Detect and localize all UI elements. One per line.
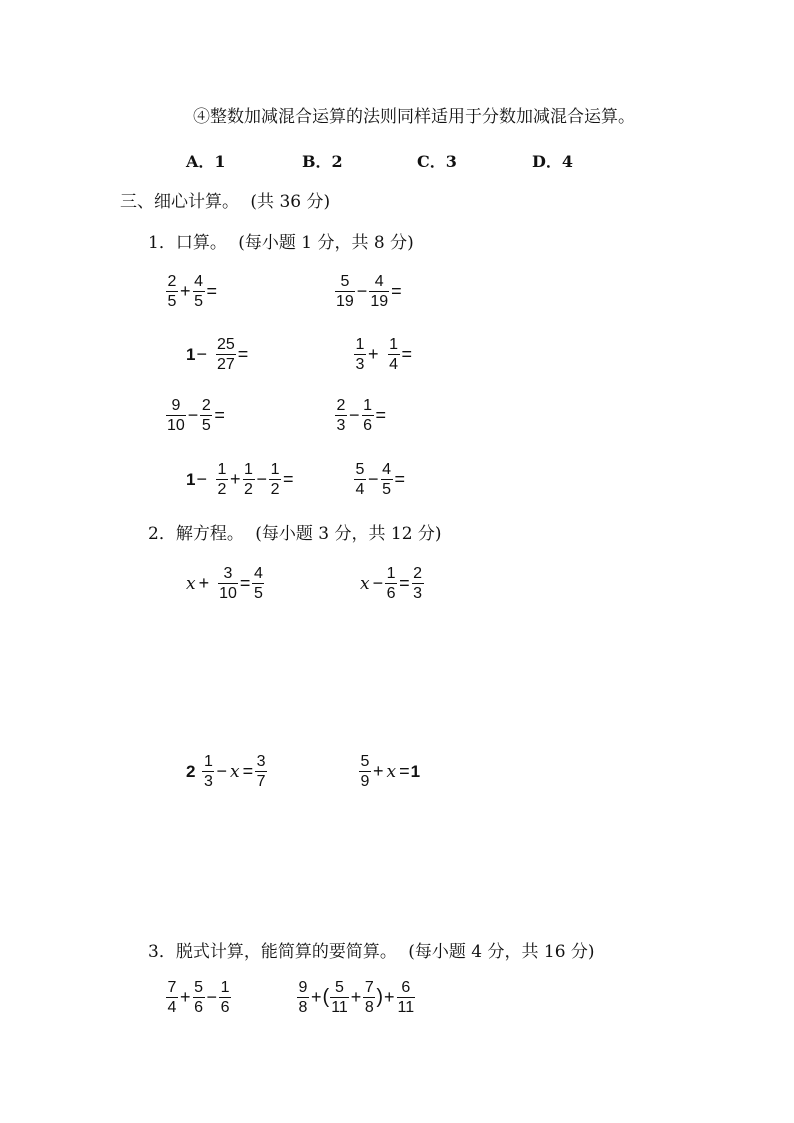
option-d[interactable]: D．4 (532, 152, 574, 171)
q1-heading (148, 232, 414, 254)
fraction: $\frac{7}{4}$ (167, 979, 177, 1016)
fraction: $\frac{5}{11}$ (331, 979, 348, 1016)
fraction: $\frac{1}{6}$ (386, 565, 396, 602)
fraction: $\frac{5}{4}$ (355, 461, 365, 498)
q3-score: (每小题 4 分，共 16 分) (408, 942, 595, 962)
fraction: $\frac{2}{5}$ (167, 273, 177, 310)
calc-problem-1: $\frac{7}{4}$ + $\frac{5}{6}$ − $\frac{1}{6}$ (167, 979, 230, 1016)
fraction: $\frac{6}{11}$ (397, 979, 415, 1016)
fraction: $\frac{1}{4}$ (389, 336, 398, 373)
oral-problem-6: $\frac{2}{3}$ − $\frac{1}{6}$ = (336, 397, 387, 434)
calc-problem-2: $\frac{9}{8}$ + ( $\frac{5}{11}$ + $\frac{7}{8}$ ) + $\frac{6}{11}$ (298, 979, 415, 1016)
equation-3: 2 $\frac{1}{3}$ − x = $\frac{3}{7}$ (186, 753, 266, 790)
oral-problem-3: 1 − $\frac{25}{27}$ = (186, 336, 249, 373)
fraction: $\frac{4}{5}$ (253, 565, 263, 602)
fraction: $\frac{1}{6}$ (220, 979, 230, 1016)
equation-1: x + $\frac{3}{10}$ = $\frac{4}{5}$ (186, 565, 263, 602)
equation-2: x − $\frac{1}{6}$ = $\frac{2}{3}$ (360, 565, 423, 602)
fraction: $\frac{1}{2}$ (270, 461, 280, 498)
q2-title: 2．解方程。 (148, 524, 244, 544)
oral-problem-8: $\frac{5}{4}$ − $\frac{4}{5}$ = (355, 461, 406, 498)
fraction: $\frac{2}{5}$ (201, 397, 211, 434)
fraction: $\frac{1}{3}$ (355, 336, 365, 373)
fraction: $\frac{3}{10}$ (219, 565, 237, 602)
fraction: $\frac{1}{2}$ (217, 461, 227, 498)
q2-score: (每小题 3 分，共 12 分) (255, 524, 442, 544)
fraction: $\frac{2}{3}$ (413, 565, 423, 602)
section-3-heading (120, 191, 330, 213)
q2-heading (148, 523, 442, 545)
fraction: $\frac{3}{7}$ (256, 753, 266, 790)
fraction: $\frac{2}{3}$ (336, 397, 346, 434)
oral-problem-2: $\frac{5}{19}$ − $\frac{4}{19}$ = (336, 273, 402, 310)
section-3-score: (共 36 分) (250, 192, 331, 212)
option-a[interactable]: A．1 (186, 152, 226, 171)
q3-heading (148, 941, 595, 963)
fraction: $\frac{1}{3}$ (204, 753, 213, 790)
q1-score: (每小题 1 分，共 8 分) (238, 233, 414, 253)
oral-problem-1: $\frac{2}{5}$ + $\frac{4}{5}$ = (167, 273, 218, 310)
fraction: $\frac{5}{19}$ (336, 273, 354, 310)
fraction: $\frac{7}{8}$ (364, 979, 374, 1016)
fraction: $\frac{4}{5}$ (194, 273, 203, 310)
option-b[interactable]: B．2 (302, 152, 343, 171)
fraction: $\frac{4}{5}$ (382, 461, 391, 498)
fraction: $\frac{5}{6}$ (194, 979, 203, 1016)
q3-title: 3．脱式计算，能简算的要简算。 (148, 942, 397, 962)
fraction: $\frac{5}{9}$ (360, 753, 370, 790)
statement-4: ④整数加减混合运算的法则同样适用于分数加减混合运算。 (193, 107, 635, 127)
fraction: $\frac{4}{19}$ (370, 273, 389, 310)
oral-problem-7: 1 − $\frac{1}{2}$ + $\frac{1}{2}$ − $\frac{1}{2}$ = (186, 461, 294, 498)
oral-problem-4: $\frac{1}{3}$ + $\frac{1}{4}$ = (355, 336, 413, 373)
fraction: $\frac{25}{27}$ (216, 336, 235, 373)
fraction: $\frac{1}{2}$ (244, 461, 253, 498)
section-3-title: 三、细心计算。 (120, 192, 239, 212)
fraction: $\frac{1}{6}$ (363, 397, 372, 434)
fraction: $\frac{9}{10}$ (167, 397, 185, 434)
fraction: $\frac{9}{8}$ (298, 979, 308, 1016)
q1-title: 1．口算。 (148, 233, 227, 253)
equation-4: $\frac{5}{9}$ + x = 1 (360, 753, 421, 790)
option-c[interactable]: C．3 (417, 152, 457, 171)
oral-problem-5: $\frac{9}{10}$ − $\frac{2}{5}$ = (167, 397, 225, 434)
